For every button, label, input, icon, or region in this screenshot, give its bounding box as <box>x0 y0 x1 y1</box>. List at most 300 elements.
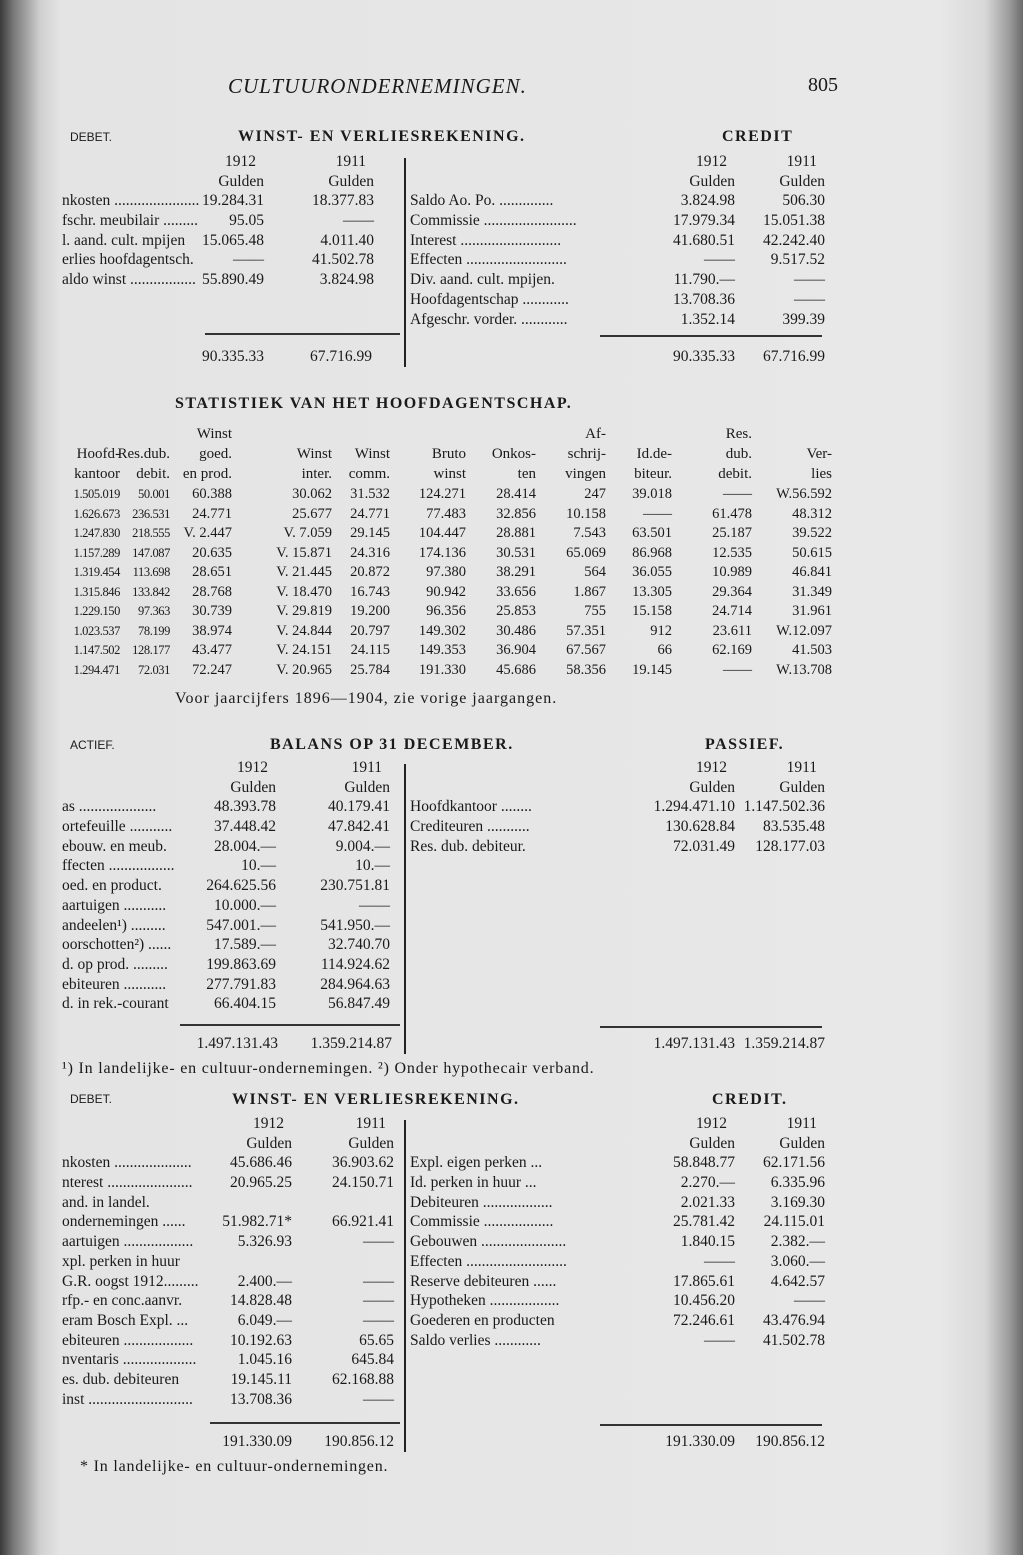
wv2-left-row-label: ondernemingen ...... <box>62 1213 186 1231</box>
stats-header-cell: comm. <box>348 466 390 482</box>
wv2-right-row <box>410 1272 825 1292</box>
stats-header-cell: Hoofd- <box>76 446 120 462</box>
stats-cell: 60.388 <box>192 486 232 502</box>
stats-cell: 29.364 <box>712 583 752 600</box>
balans-left-value-1912: 277.791.83 <box>206 975 276 993</box>
wv1-credit-total-1911: 67.716.99 <box>763 348 825 365</box>
wv2-left-row-label: eram Bosch Expl. ... <box>62 1311 189 1329</box>
balans-right-row-label: Hoofdkantoor ........ <box>410 798 532 816</box>
balans-right-year-1911: 1911 <box>786 759 817 776</box>
wv2-left-value-1912: 10.192.63 <box>230 1331 292 1349</box>
wv2-left-row-label: xpl. perken in huur <box>62 1252 180 1270</box>
balans-right-value-1912: 130.628.84 <box>665 818 735 836</box>
stats-cell: 67.567 <box>566 642 606 658</box>
wv2-right-row-label: Saldo verlies ............ <box>410 1331 541 1349</box>
wv1-total-row <box>0 347 825 367</box>
wv2-right-value-1911: 4.642.57 <box>770 1272 825 1290</box>
stats-cell: 72.247 <box>192 661 232 678</box>
stats-cell: 1.315.846 <box>73 584 120 599</box>
wv2-left-value-1912: 1.045.16 <box>237 1351 292 1369</box>
wv1-right-row-label: Saldo Ao. Po. .............. <box>410 192 554 210</box>
wv2-right-row <box>410 1331 825 1351</box>
wv1-right-row <box>410 250 825 270</box>
stats-cell: 97.363 <box>138 604 170 618</box>
wv1-debit-total-1911: 67.716.99 <box>310 348 372 365</box>
balans-left-row <box>62 797 402 817</box>
wv2-right-value-1912: 2.021.33 <box>680 1193 735 1211</box>
wv1-left-row-label: nkosten ...................... <box>62 192 200 210</box>
stats-cell: 61.478 <box>712 505 752 522</box>
stats-header-cell: Onkos- <box>491 446 536 462</box>
stats-header-cell: schrij- <box>567 446 606 462</box>
balans-title: BALANS OP 31 DECEMBER. <box>270 736 514 753</box>
stats-header-cell: ten <box>517 466 536 482</box>
stats-header-cell: Res.dub. <box>117 446 170 462</box>
wv2-right-value-1912: 25.781.42 <box>673 1213 735 1231</box>
wv1-left-value-1911: —— <box>343 212 374 230</box>
stats-cell: 78.199 <box>138 623 170 638</box>
stats-cell: 20.872 <box>350 564 390 580</box>
balans-left-row <box>62 876 402 896</box>
wv2-right-row-label: Goederen en producten <box>410 1311 555 1329</box>
balans-left-value-1911: 47.842.41 <box>328 818 390 836</box>
wv1-right-value-1911: 9.517.52 <box>770 251 825 269</box>
wv2-left-value-1911: 62.168.88 <box>332 1370 394 1388</box>
stats-cell: 72.031 <box>138 662 170 677</box>
wv2-right-row <box>410 1153 825 1173</box>
stats-cell: V. 7.059 <box>283 525 332 541</box>
stats-header-cell: biteur. <box>634 466 672 482</box>
balans-left-value-1911: 10.— <box>355 857 390 875</box>
wv2-left-value-1911: 65.65 <box>359 1331 394 1349</box>
wv2-right-row-label: Reserve debiteuren ...... <box>410 1272 557 1290</box>
balans-left-row <box>62 994 402 1014</box>
stats-cell: 41.503 <box>792 642 832 658</box>
wv1-debit-total-1912: 90.335.33 <box>202 348 264 365</box>
stats-cell: 10.989 <box>712 564 752 580</box>
wv2-left-value-1912: 19.145.11 <box>230 1370 292 1388</box>
balans-left-row-label: d. in rek.-courant <box>62 995 169 1013</box>
wv2-right-year-1912: 1912 <box>696 1115 727 1132</box>
wv1-left-value-1912: 95.05 <box>229 212 264 230</box>
stats-header-cell: vingen <box>565 466 606 482</box>
stats-cell: V. 2.447 <box>183 525 232 541</box>
wv2-left-side <box>62 1114 402 1409</box>
wv2-right-side <box>410 1114 825 1350</box>
balans-left-row-label: d. op prod. ......... <box>62 955 168 973</box>
wv2-right-row <box>410 1193 825 1213</box>
wv1-right-value-1911: 15.051.38 <box>763 212 825 230</box>
stats-cell: 24.771 <box>192 505 232 522</box>
wv2-right-year-row <box>410 1114 825 1134</box>
wv1-left-unit-row <box>62 172 402 192</box>
balans-left-value-1912: 17.589.— <box>214 936 276 954</box>
stats-cell: 1.505.019 <box>73 487 120 501</box>
wv1-left-year-row <box>62 152 402 172</box>
balans-left-unit-1911: Gulden <box>344 778 390 796</box>
stats-cell: 31.961 <box>792 603 832 619</box>
stats-cell: 30.062 <box>292 486 332 502</box>
stats-cell: V. 15.871 <box>276 544 332 561</box>
wv1-left-row <box>62 211 402 231</box>
stats-cell: 25.853 <box>496 603 536 619</box>
stats-header-cell: Ver- <box>806 446 832 462</box>
wv2-left-row <box>62 1153 402 1173</box>
wv2-left-value-1911: —— <box>363 1311 394 1329</box>
wv2-left-value-1912: 6.049.— <box>237 1311 292 1329</box>
stats-header-cell: winst <box>433 466 466 482</box>
balans-right-year-row <box>410 758 825 778</box>
balans-left-row <box>62 916 402 936</box>
stats-cell: W.13.708 <box>776 661 832 678</box>
wv2-totals <box>0 1432 825 1452</box>
balans-footnote: ¹) In landelijke- en cultuur-ondernemingen. ²) Onder hypothecair verband. <box>62 1060 595 1077</box>
wv2-credit-label: CREDIT. <box>712 1091 788 1108</box>
balans-left-row-label: ffecten ................. <box>62 857 175 875</box>
balans-left-row-label: as .................... <box>62 798 157 816</box>
wv2-right-row <box>410 1252 825 1272</box>
wv2-left-row-label: nterest ...................... <box>62 1174 193 1192</box>
wv2-credit-total-1911: 190.856.12 <box>755 1433 825 1450</box>
wv1-left-value-1912: 19.284.31 <box>202 192 264 210</box>
wv2-right-year-1911: 1911 <box>786 1115 817 1132</box>
balans-right-row <box>410 797 825 817</box>
balans-left-value-1911: 32.740.70 <box>328 936 390 954</box>
balans-left-row-label: ebiteuren ........... <box>62 975 167 993</box>
stats-cell: 149.302 <box>418 622 466 639</box>
wv2-right-value-1912: 72.246.61 <box>673 1311 735 1329</box>
wv1-left-row-label: l. aand. cult. mpijen <box>62 231 186 249</box>
wv1-right-value-1912: 41.680.51 <box>673 231 735 249</box>
balans-right-row-label: Res. dub. debiteur. <box>410 837 526 855</box>
wv1-left-row <box>62 250 402 270</box>
stats-cell: 12.535 <box>712 544 752 561</box>
wv2-left-year-1911: 1911 <box>355 1115 386 1132</box>
balans-left-value-1912: 66.404.15 <box>214 995 276 1013</box>
wv1-left-unit-1911: Gulden <box>328 172 374 190</box>
stats-cell: 133.842 <box>132 584 170 599</box>
balans-left-row-label: oed. en product. <box>62 877 162 895</box>
wv2-left-value-1911: 36.903.62 <box>332 1154 394 1172</box>
stats-cell: 912 <box>650 622 672 639</box>
wv2-left-year-row <box>62 1114 402 1134</box>
balans-right-year-1912: 1912 <box>696 759 727 776</box>
wv1-right-row-label: Commissie ........................ <box>410 212 577 230</box>
stats-cell: 1.294.471 <box>73 662 120 677</box>
stats-header-cell: Bruto <box>431 446 466 462</box>
stats-cell: 113.698 <box>132 565 170 579</box>
stats-cell: 97.380 <box>426 564 466 580</box>
wv1-left-value-1911: 41.502.78 <box>312 251 374 269</box>
wv2-left-row <box>62 1212 402 1232</box>
wv2-left-value-1911: 24.150.71 <box>332 1174 394 1192</box>
stats-cell: 24.115 <box>350 642 390 658</box>
balans-right-value-1912: 72.031.49 <box>673 837 735 855</box>
stats-cell: W.56.592 <box>776 486 832 502</box>
wv1-left-value-1911: 18.377.83 <box>312 192 374 210</box>
wv1-right-rule <box>600 335 822 337</box>
balans-left-value-1912: 10.— <box>241 857 276 875</box>
balans-left-value-1911: 40.179.41 <box>328 798 390 816</box>
balans-left-row <box>62 856 402 876</box>
wv1-right-unit-1912: Gulden <box>689 172 735 190</box>
stats-header-cell: en prod. <box>182 466 232 482</box>
wv1-credit-label: CREDIT <box>722 128 794 145</box>
wv2-right-row <box>410 1291 825 1311</box>
wv2-left-value-1912: 51.982.71* <box>222 1213 292 1231</box>
balans-debit-total-1911: 1.359.214.87 <box>310 1035 392 1052</box>
balans-right-unit-row <box>410 778 825 798</box>
wv2-left-year-1912: 1912 <box>253 1115 284 1132</box>
wv1-right-year-row <box>410 152 825 172</box>
wv1-right-value-1911: —— <box>794 290 825 308</box>
stats-cell: 65.069 <box>566 544 606 561</box>
wv2-left-unit-1912: Gulden <box>246 1134 292 1152</box>
balans-left-value-1911: 114.924.62 <box>320 955 390 973</box>
stats-cell: 15.158 <box>632 603 672 619</box>
wv1-right-row <box>410 231 825 251</box>
wv2-right-value-1911: 41.502.78 <box>763 1331 825 1349</box>
wv2-right-value-1912: —— <box>704 1331 735 1349</box>
wv2-right-row-label: Commissie .................. <box>410 1213 554 1231</box>
stats-cell: V. 20.965 <box>276 661 332 678</box>
stats-cell: 28.881 <box>496 525 536 541</box>
wv2-left-row-label: aartuigen .................. <box>62 1233 194 1251</box>
balans-left-value-1912: 48.393.78 <box>214 798 276 816</box>
balans-left-label: ACTIEF. <box>70 738 115 752</box>
balans-left-value-1911: 284.964.63 <box>320 975 390 993</box>
wv2-right-value-1911: 2.382.— <box>770 1233 825 1251</box>
wv2-debit-total-1911: 190.856.12 <box>324 1433 394 1450</box>
wv2-left-value-1912: 45.686.46 <box>230 1154 292 1172</box>
wv1-left-rule <box>205 333 400 335</box>
stats-cell: 57.351 <box>566 622 606 639</box>
stats-cell: 25.784 <box>350 661 390 678</box>
stats-header-cell: Res. <box>725 426 752 442</box>
balans-left-value-1911: 230.751.81 <box>320 877 390 895</box>
stats-cell: 96.356 <box>426 603 466 619</box>
wv1-left-row-label: fschr. meubilair ......... <box>62 212 199 230</box>
stats-cell: 48.312 <box>792 505 832 522</box>
stats-cell: 16.743 <box>350 583 390 600</box>
wv2-left-value-1911: —— <box>363 1390 394 1408</box>
stats-cell: 66 <box>657 642 672 658</box>
stats-cell: 43.477 <box>192 642 232 658</box>
stats-cell: 564 <box>584 564 606 580</box>
stats-cell: 247 <box>584 486 606 502</box>
stats-cell: 218.555 <box>132 526 170 540</box>
balans-left-value-1912: 10.000.— <box>214 896 276 914</box>
stats-cell: 90.942 <box>426 583 466 600</box>
balans-left-year-row <box>62 758 402 778</box>
wv2-right-value-1912: 58.848.77 <box>673 1154 735 1172</box>
wv1-left-year-1911: 1911 <box>335 153 366 170</box>
wv2-right-unit-row <box>410 1134 825 1154</box>
wv2-right-value-1912: —— <box>704 1252 735 1270</box>
stats-cell: 46.841 <box>792 564 832 580</box>
stats-cell: 63.501 <box>632 525 672 541</box>
stats-cell: 149.353 <box>418 642 466 658</box>
balans-right-row <box>410 837 825 857</box>
page-number: 805 <box>808 74 838 96</box>
stats-cell: 1.247.830 <box>73 526 120 540</box>
wv2-right-value-1911: 3.060.— <box>770 1252 825 1270</box>
stats-cell: 1.023.537 <box>73 623 120 638</box>
wv1-right-row-label: Effecten .......................... <box>410 251 567 269</box>
stats-cell: 7.543 <box>573 525 606 541</box>
wv2-left-value-1911: 645.84 <box>351 1351 394 1369</box>
wv1-right-value-1912: 3.824.98 <box>680 192 735 210</box>
stats-cell: 13.305 <box>632 583 672 600</box>
wv1-right-year-1912: 1912 <box>696 153 727 170</box>
wv2-right-row-label: Expl. eigen perken ... <box>410 1154 543 1172</box>
stats-cell: 25.677 <box>292 505 332 522</box>
wv2-left-row-label: nventaris ................... <box>62 1351 197 1369</box>
stats-cell: 147.087 <box>132 545 170 560</box>
wv2-left-row-label: G.R. oogst 1912......... <box>62 1272 199 1290</box>
stats-cell: 1.229.150 <box>73 604 120 618</box>
stats-cell: 20.797 <box>350 622 390 639</box>
stats-cell: 174.136 <box>418 544 466 561</box>
balans-right-value-1911: 83.535.48 <box>763 818 825 836</box>
balans-left-unit-row <box>62 778 402 798</box>
wv2-title: WINST- EN VERLIESREKENING. <box>232 1091 520 1108</box>
balans-credit-total-1912: 1.497.131.43 <box>653 1035 735 1052</box>
balans-right-side <box>410 758 825 856</box>
wv1-divider <box>404 158 406 367</box>
balans-left-value-1912: 28.004.— <box>214 837 276 855</box>
wv2-left-row-label: rfp.- en conc.aanvr. <box>62 1292 183 1310</box>
wv2-left-row <box>62 1272 402 1292</box>
wv2-right-row-label: Gebouwen ...................... <box>410 1233 567 1251</box>
wv1-debet-label: DEBET. <box>70 130 113 144</box>
stats-cell: 36.055 <box>632 564 672 580</box>
balans-right-unit-1911: Gulden <box>779 778 825 796</box>
wv2-left-row <box>62 1252 402 1272</box>
stats-cell: 45.686 <box>496 661 536 678</box>
wv1-right-value-1911: 42.242.40 <box>763 231 825 249</box>
stats-cell: 50.615 <box>792 544 832 561</box>
stats-header-cell: Id.de- <box>636 446 672 462</box>
wv1-left-side <box>62 152 402 290</box>
wv2-right-rule <box>600 1424 822 1426</box>
stats-cell: 191.330 <box>418 661 466 678</box>
wv2-left-row-label: es. dub. debiteuren <box>62 1370 180 1388</box>
wv1-left-value-1912: 55.890.49 <box>202 271 264 289</box>
stats-cell: 28.651 <box>192 564 232 580</box>
balans-right-value-1911: 128.177.03 <box>755 837 825 855</box>
stats-header-cell: Winst <box>296 446 332 462</box>
wv2-left-unit-row <box>62 1134 402 1154</box>
stats-cell: 25.187 <box>712 525 752 541</box>
stats-cell: 30.486 <box>496 622 536 639</box>
stats-title: STATISTIEK VAN HET HOOFDAGENTSCHAP. <box>175 395 573 412</box>
balans-left-row-label: oorschotten²) ...... <box>62 936 172 954</box>
wv2-left-row <box>62 1370 402 1390</box>
balans-credit-total-1911: 1.359.214.87 <box>743 1035 825 1052</box>
wv2-right-row <box>410 1173 825 1193</box>
stats-cell: 39.018 <box>632 486 672 502</box>
wv1-right-value-1912: 13.708.36 <box>673 290 735 308</box>
stats-cell: 24.316 <box>350 544 390 561</box>
stats-header-cell: kantoor <box>74 466 120 482</box>
wv1-right-row-label: Hoofdagentschap ............ <box>410 290 569 308</box>
wv2-left-value-1912: 14.828.48 <box>230 1292 292 1310</box>
wv1-right-value-1912: 11.790.— <box>673 271 735 289</box>
wv2-right-row-label: Id. perken in huur ... <box>410 1174 537 1192</box>
stats-cell: 236.531 <box>132 506 170 521</box>
stats-cell: V. 24.151 <box>276 642 332 658</box>
stats-cell: 36.904 <box>496 642 536 658</box>
wv1-left-row <box>62 191 402 211</box>
stats-cell: 1.157.289 <box>73 545 120 560</box>
wv1-left-value-1911: 4.011.40 <box>320 231 374 249</box>
balans-left-value-1912: 547.001.— <box>206 916 276 934</box>
wv2-right-value-1912: 2.270.— <box>680 1174 735 1192</box>
wv1-credit-total-1912: 90.335.33 <box>673 348 735 365</box>
stats-header-cell: goed. <box>199 446 232 462</box>
balans-right-value-1911: 1.147.502.36 <box>743 798 825 816</box>
stats-cell: 10.158 <box>566 505 606 522</box>
wv1-totals <box>0 347 825 367</box>
balans-left-row <box>62 837 402 857</box>
balans-left-unit-1912: Gulden <box>230 778 276 796</box>
stats-cell: 24.771 <box>350 505 390 522</box>
wv1-left-row <box>62 231 402 251</box>
stats-cell: 1.147.502 <box>73 643 120 657</box>
stats-cell: 1.867 <box>573 583 606 600</box>
wv2-right-value-1912: 17.865.61 <box>673 1272 735 1290</box>
wv1-left-row-label: aldo winst ................. <box>62 271 196 289</box>
balans-divider <box>404 764 406 1054</box>
stats-cell: V. 29.819 <box>276 603 332 619</box>
balans-left-row <box>62 935 402 955</box>
wv1-right-row <box>410 191 825 211</box>
wv2-left-value-1912: 13.708.36 <box>230 1390 292 1408</box>
wv2-right-row <box>410 1311 825 1331</box>
wv2-left-row-label: inst ........................... <box>62 1390 193 1408</box>
balans-left-rule <box>180 1024 400 1026</box>
wv2-footnote: * In landelijke- en cultuur-ondernemingen. <box>80 1458 389 1475</box>
balans-left-row-label: ortefeuille ........... <box>62 818 173 836</box>
wv1-right-unit-row <box>410 172 825 192</box>
stats-cell: 31.349 <box>792 583 832 600</box>
wv1-right-year-1911: 1911 <box>786 153 817 170</box>
stats-cell: 39.522 <box>792 525 832 541</box>
wv2-right-value-1911: 24.115.01 <box>763 1213 825 1231</box>
wv2-right-unit-1912: Gulden <box>689 1134 735 1152</box>
wv1-left-year-1912: 1912 <box>225 153 256 170</box>
balans-left-value-1912: 37.448.42 <box>214 818 276 836</box>
balans-left-value-1912: 264.625.56 <box>206 877 276 895</box>
wv1-right-row-label: Interest .......................... <box>410 231 562 249</box>
wv2-credit-total-1912: 191.330.09 <box>665 1433 735 1450</box>
wv1-right-value-1911: 399.39 <box>782 310 825 328</box>
balans-left-value-1911: 56.847.49 <box>328 995 390 1013</box>
wv1-right-row-label: Div. aand. cult. mpijen. <box>410 271 555 289</box>
stats-cell: 755 <box>584 603 606 619</box>
balans-left-row <box>62 817 402 837</box>
wv2-right-row-label: Debiteuren .................. <box>410 1193 553 1211</box>
wv1-title: WINST- EN VERLIESREKENING. <box>238 128 526 145</box>
wv1-left-value-1911: 3.824.98 <box>319 271 374 289</box>
balans-left-row <box>62 896 402 916</box>
balans-left-year-1912: 1912 <box>237 759 268 776</box>
wv2-right-value-1911: 62.171.56 <box>763 1154 825 1172</box>
balans-right-row <box>410 817 825 837</box>
stats-header-cell: Winst <box>354 446 390 462</box>
wv2-right-row <box>410 1232 825 1252</box>
